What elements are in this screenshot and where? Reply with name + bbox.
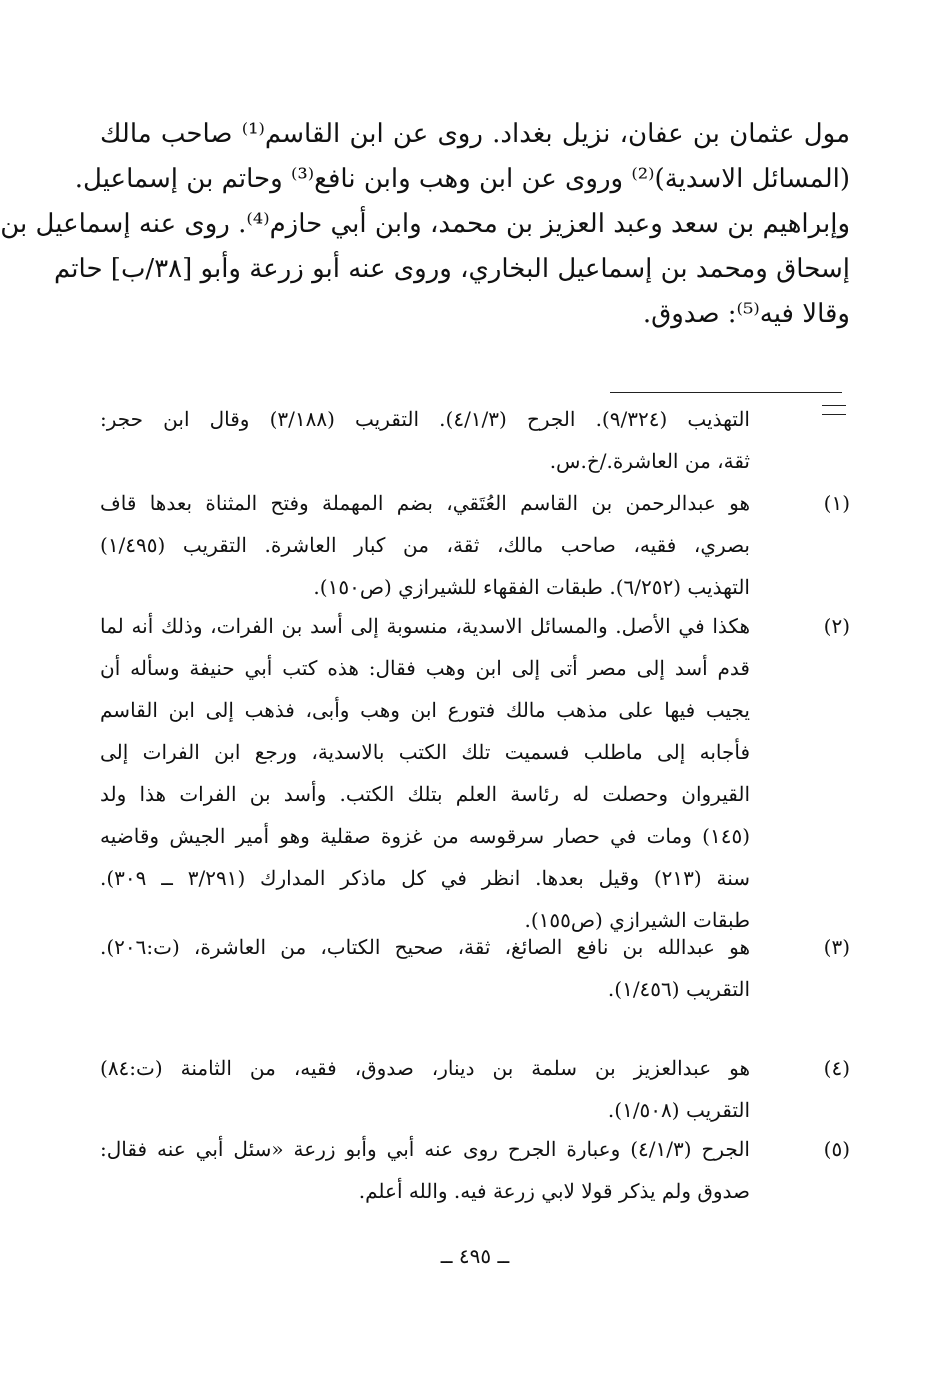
main-text-line: (المسائل الاسدية)⁽²⁾ وروى عن ابن وهب وابن نافع⁽³⁾ وحاتم بن إسماعيل.	[74, 164, 850, 194]
footnote-line: بصري، فقيه، صاحب مالك، ثقة، من كبار العاشرة. التقريب (١/٤٩٥)	[100, 533, 750, 557]
footnote-line: التقريب (١/٥٠٨).	[607, 1098, 750, 1122]
footnote-line: (١٤٥) ومات في حصار سرقوسه من غزوة صقلية وهو أمير الجيش وقاضيه	[100, 824, 750, 848]
footnote-body	[100, 398, 750, 482]
footnote-line: يجيب فيها على مذهب مالك فتورع ابن وهب وأبى، فذهب إلى ابن القاسم	[100, 698, 750, 722]
footnote-body	[100, 1128, 750, 1212]
footnote-line: الجرح (٤/١/٣) وعبارة الجرح روى عنه أبي وأبو زرعة «سئل أبي عنه فقال:	[100, 1137, 750, 1161]
footnote-line: التهذيب (٦/٢٥٢). طبقات الفقهاء للشيرازي (ص١٥٠).	[313, 575, 750, 599]
page-number: ــ ٤٩٥ ــ	[440, 1244, 510, 1268]
footnote-line: فأجابه إلى ماطلب فسميت تلك الكتب بالاسدية، ورجع ابن الفرات إلى	[100, 740, 750, 764]
footnote-line: طبقات الشيرازي (ص١٥٥).	[524, 908, 750, 932]
footnote-line: هو عبدالعزيز بن سلمة بن دينار، صدوق، فقيه، من الثامنة (ت:٨٤)	[100, 1056, 750, 1080]
footnote-marker: (٤)	[823, 1056, 850, 1080]
main-text-line: مول عثمان بن عفان، نزيل بغداد. روى عن ابن القاسم⁽¹⁾ صاحب مالك	[100, 119, 850, 149]
footnote-line: سنة (٢١٣) وقيل بعدها. انظر في كل ماذكر المدارك (٣/٢٩١ ــ ٣٠٩).	[100, 866, 751, 890]
main-text-line: وقالا فيه⁽⁵⁾: صدوق.	[642, 299, 850, 329]
footnote-line: هو عبدالرحمن بن القاسم العُتَقي، بضم المهملة وفتح المثناة بعدها قاف	[100, 491, 750, 515]
footnote-line: هكذا في الأصل. والمسائل الاسدية، منسوبة إلى أسد بن الفرات، وذلك أنه لما	[100, 614, 750, 638]
continuation-mark	[822, 405, 846, 415]
footnote-line: ثقة، من العاشرة./خ.س.	[549, 449, 750, 473]
footnote-line: التقريب (١/٤٥٦).	[607, 977, 750, 1001]
footnote-marker: (٥)	[823, 1137, 850, 1161]
main-text-line: إسحاق ومحمد بن إسماعيل البخاري، وروى عنه أبو زرعة وأبو [٣٨/ب] حاتم	[54, 254, 850, 284]
footnote-marker: (٢)	[823, 614, 850, 638]
footnote-line: القيروان وحصلت له رئاسة العلم بتلك الكتب. وأسد بن الفرات هذا ولد	[100, 782, 750, 806]
footnote-marker: (١)	[823, 491, 850, 515]
footnote-body	[100, 482, 750, 608]
footnote-line: هو عبدالله بن نافع الصائغ، ثقة، صحيح الكتاب، من العاشرة، (ت:٢٠٦).	[100, 935, 750, 959]
main-text-block	[0, 112, 850, 337]
footnote-line: صدوق ولم يذكر قولا لابي زرعة فيه. والله أعلم.	[358, 1179, 750, 1203]
footnote-body	[100, 926, 750, 1010]
footnote-separator	[610, 392, 842, 393]
main-text-line: وإبراهيم بن سعد وعبد العزيز بن محمد، وابن أبي حازم⁽⁴⁾. روى عنه إسماعيل بن	[0, 209, 850, 239]
footnote-line: التهذيب (٩/٣٢٤). الجرح (٤/١/٣). التقريب (٣/١٨٨) وقال ابن حجر:	[100, 407, 750, 431]
footnote-marker: (٣)	[823, 935, 850, 959]
footnote-line: قدم أسد إلى مصر أتى إلى ابن وهب فقال: هذه كتب أبي حنيفة وسأله أن	[100, 656, 750, 680]
footnote-body	[100, 605, 750, 941]
footnote-body	[100, 1047, 750, 1131]
